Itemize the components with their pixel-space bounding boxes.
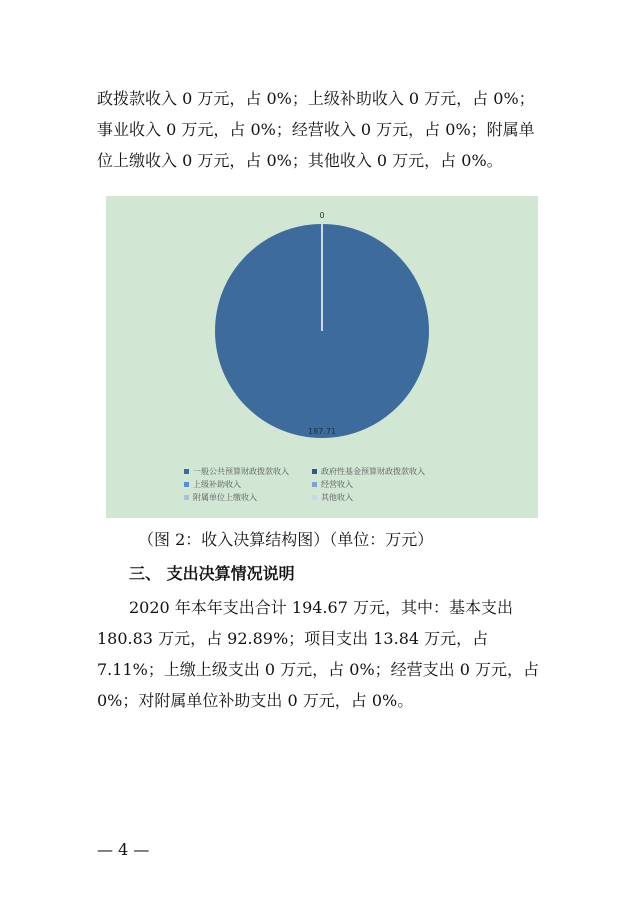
legend-label: 附属单位上缴收入 [193,493,257,502]
body-paragraph-income: 政拨款收入 0 万元，占 0%；上级补助收入 0 万元，占 0%；事业收入 0 万元，占 0%；经营收入 0 万元，占 0%；附属单位上缴收入 0 万元，占 0%；其他收入 0 万元，占 0%。 [97,89,535,170]
income-pie-chart [106,196,538,518]
legend-label: 经营收入 [321,480,353,489]
figure-caption: （图 2：收入决算结构图）（单位：万元） [138,530,434,549]
legend-label: 政府性基金预算财政拨款收入 [321,467,425,476]
page-number: — 4 — [97,840,150,859]
legend-item [184,466,312,477]
section-heading: 三、 支出决算情况说明 [129,564,295,583]
legend-item [184,479,312,490]
legend-label: 一般公共预算财政拨款收入 [193,467,289,476]
legend-swatch [184,469,189,474]
chart-legend [184,466,484,503]
legend-item [184,492,312,503]
legend-item [312,466,484,477]
legend-swatch [312,495,317,500]
data-label-zero: 0 [319,211,325,220]
legend-swatch [312,482,317,487]
legend-label: 上级补助收入 [193,480,241,489]
legend-swatch [184,482,189,487]
legend-swatch [184,495,189,500]
legend-item [312,479,484,490]
data-label-main: 187.71 [308,427,336,436]
legend-swatch [312,469,317,474]
expenditure-text: 2020 年本年支出合计 194.67 万元，其中：基本支出 180.83 万元，占 92.89%；项目支出 13.84 万元，占 7.11%；上缴上级支出 0 万元，占 0%；经营支出 0 万元，占 0%；对附属单位补助支出 0 万元，占 0%。 [97,598,540,710]
body-paragraph-expenditure [97,592,547,716]
legend-item [312,492,484,503]
legend-label: 其他收入 [321,493,353,502]
